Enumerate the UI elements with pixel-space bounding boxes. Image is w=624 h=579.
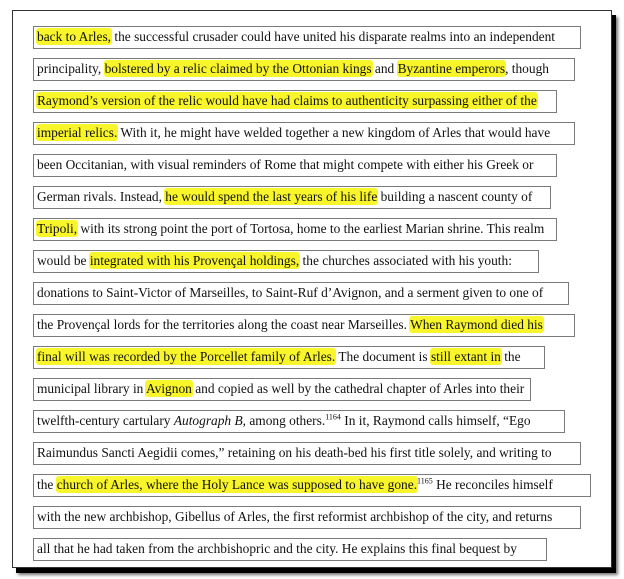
text-line <box>33 407 531 435</box>
text-segment: With it, he might have welded together a new kingdom of Arles that would have <box>117 125 551 140</box>
text-segment: all that he had taken from the archbishopric and the city. He explains this final bequest by <box>37 541 517 556</box>
line-text <box>33 221 544 236</box>
text-segment: donations to Saint-Victor of Marseilles, to Saint-Ruf d’Avignon, and a serment given to one of <box>37 285 544 300</box>
line-text <box>33 157 533 172</box>
text-segment: twelfth-century cartulary <box>37 413 174 428</box>
footnote-marker: 1165 <box>417 476 433 486</box>
text-segment: In it, Raymond calls himself, “Ego <box>340 413 531 428</box>
text-line <box>33 151 533 179</box>
text-line <box>33 343 521 371</box>
text-line <box>33 375 524 403</box>
text-line <box>33 183 532 211</box>
text-segment: the Provençal lords for the territories along the coast near Marseilles. <box>37 317 411 332</box>
highlighted-text: back to Arles, <box>37 29 112 44</box>
text-segment: the successful crusader could have united his disparate realms into an independent <box>111 29 555 44</box>
highlighted-text: bolstered by a relic claimed by the Ottonian kings <box>104 61 372 76</box>
text-segment: and <box>371 61 398 76</box>
text-segment: municipal library in <box>37 381 146 396</box>
document-page <box>12 10 612 568</box>
text-segment: with the new archbishop, Gibellus of Arles, the first reformist archbishop of the city, and returns <box>37 509 553 524</box>
text-line <box>33 215 544 243</box>
text-line <box>33 311 543 339</box>
text-segment: the churches associated with his youth: <box>299 253 512 268</box>
highlighted-text: he would spend the last years of his life <box>165 189 378 204</box>
text-segment: The document is <box>335 349 431 364</box>
highlighted-text: Byzantine emperors <box>397 61 506 76</box>
highlighted-text: Tripoli, <box>37 221 78 236</box>
footnote-marker: 1164 <box>325 412 341 422</box>
line-text <box>33 29 555 44</box>
text-line <box>33 279 543 307</box>
text-line <box>33 535 517 563</box>
text-segment: would be <box>37 253 90 268</box>
text-segment: Raimundus Sancti Aegidii comes,” retaining on his death-bed his first title solely, and writing to <box>37 445 552 460</box>
text-segment: German rivals. Instead, <box>37 189 166 204</box>
highlighted-text: Avignon <box>145 381 192 396</box>
line-text <box>33 381 524 396</box>
text-line <box>33 471 553 499</box>
text-line <box>33 87 537 115</box>
line-text <box>33 125 550 140</box>
highlighted-text: Raymond’s version of the relic would have had claims to authenticity surpassing either of the <box>37 93 537 108</box>
text-line <box>33 247 512 275</box>
text-segment: , among others. <box>242 413 326 428</box>
text-segment: with its strong point the port of Tortosa, home to the earliest Marian shrine. This realm <box>77 221 545 236</box>
text-segment: principality, <box>37 61 105 76</box>
text-segment: , though <box>505 61 549 76</box>
highlighted-text: integrated with his Provençal holdings, <box>89 253 300 268</box>
text-line <box>33 439 552 467</box>
line-text <box>33 93 537 108</box>
highlighted-text: church of Arles, where the Holy Lance was supposed to have gone. <box>56 477 418 492</box>
line-text <box>33 509 552 524</box>
text-segment: He reconciles himself <box>432 477 553 492</box>
highlighted-text: When Raymond died his <box>410 317 543 332</box>
italic-text: Autograph B <box>173 413 243 428</box>
line-text <box>33 189 532 204</box>
line-text <box>33 317 543 332</box>
line-text <box>33 541 517 556</box>
text-segment: the <box>37 477 57 492</box>
line-text <box>33 445 552 460</box>
line-text <box>33 61 549 76</box>
line-text <box>33 413 531 428</box>
text-line <box>33 503 552 531</box>
text-segment: been Occitanian, with visual reminders of Rome that might compete with either his Greek or <box>37 157 534 172</box>
line-text <box>33 349 521 364</box>
text-line <box>33 23 555 51</box>
highlighted-text: still extant in <box>430 349 501 364</box>
text-segment: the <box>500 349 521 364</box>
text-segment: and copied as well by the cathedral chapter of Arles into their <box>191 381 525 396</box>
line-text <box>33 285 543 300</box>
line-text <box>33 477 553 492</box>
text-line <box>33 55 549 83</box>
text-segment: building a nascent county of <box>377 189 533 204</box>
highlighted-text: final will was recorded by the Porcellet family of Arles. <box>37 349 336 364</box>
highlighted-text: imperial relics. <box>37 125 118 140</box>
line-text <box>33 253 512 268</box>
text-line <box>33 119 550 147</box>
